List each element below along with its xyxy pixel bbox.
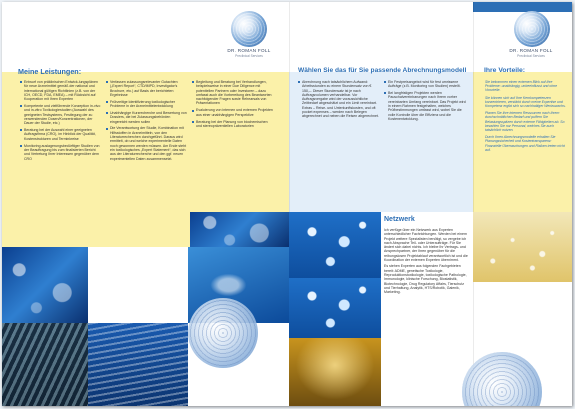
abrechnung-item: Abrechnung nach tatsächlichem Aufwand: Arbeitsstunden zu einem Stundensatz von € 150,–. Dieser Stundensatz ist je nach Auftragsvolumen verhandelbar. Vor Auftragsvergabe wird der voraussichtliche Zeitbedarf abgeschätzt und ein Limit vereinbart. Extras – Reise- und Unterkunftskosten, und oft pocket expenses – werden nach Belegen abgerechnet und neben die Reisen abgerechnet. [298,80,380,119]
logo-subtitle-right: Preclinical Services [517,54,545,58]
logo-name: DR. ROMAN FOLL [227,48,271,53]
photo-water-drops [289,212,381,278]
photo-sea-surface [88,323,188,406]
netzwerk-paragraph: Ich verfüge über ein Netzwerk aus Experten unterschiedlicher Fachrichtungen. Werden bei einem Projekt weitere Spezialisten benötigt, so vergebe ich nach Absprache Teil- oder Unteraufträge. Für Sie ändert sich dabei nichts. Ich bleibe Ihr Vertrags- und Ansprechpartner, der Ihren gegenüber für die reibungslosen Projektablauf verantwortlich ist und die Koordination der externen Experten übernimmt. [384,228,468,263]
leistungen-col-3 [192,80,274,131]
leistung-item: Evaluierung von internen und externen Projekten aus einer unabhängigen Perspektive [192,108,274,117]
vorteile-heading: Ihre Vorteile: [484,67,526,74]
abrechnung-item: Ein Festpreisangebot wird für fest umrissene Aufträge (z.B. Monitoring von Studien) erstellt. [384,80,466,89]
leistung-item: Monitoring auslagerungsbedürftiger Studien von der Beauftragung bis zum finalisierten Bericht und Vertretung Ihrer Interessen gegenüber dem CRO [20,144,102,161]
netzwerk-text [384,228,470,296]
leistung-item: Entwurf von präklinischen Entwick-lungsplänen für neue Arzneimittel gemäß der national und international gültigen Richtlinien (z.B. von der ICH, OECD, FDA, EMEA) – mit Rücksicht auf Kooperation mit Ihren Experten [20,80,102,101]
vorteile-text [485,80,567,155]
vorteil-paragraph: Planen Sie Ihre internen Ressourcen nach Ihrem durchschnittlichen Bedarf und puffern Sie Belastungsspitzen durch externe Fähigkeiten ab. So bezahlen Sie nur Personal, welches Sie auch tatsächlich nutzen. [485,111,565,133]
photo-water-strip [190,212,289,247]
photo-bubbles [473,212,572,282]
abrechnung-heading: Wählen Sie das für Sie passende Abrechnungsmodell [298,67,467,74]
leistung-item: Begleitung und Beratung bei Verhandlungen, beispielsweise in einer Due Diligence mit potentiellen Partnern oder Investoren – dazu umfasst auch die Vorbereitung des Beantworten nachfolgender Fragen sowie Rehearsals von Präsentationen [192,80,274,106]
globe-decoration-icon [188,298,258,368]
leistung-item: Unabhängige Kurzrecherche und Bewertung von Dossiers, die bei Zulassungsbehörden eingereicht werden sollen [106,111,188,124]
leistung-item: Kompetente und zielführende Konzeption in-vivo und in-vitro Toxikologiestudien (Auswahl des geeigneten Testsystems, Festlegung der zu verwendenden Dosen/Konzentrationen, der Dauer der Studie, etc.) [20,104,102,125]
vorteil-paragraph: Sie bekommen einen externen Blick auf Ihre Probleme: unabhängig, unbeeinflusst und ohne Vorurteile. [485,80,558,93]
leistungen-heading: Meine Leistungen: [18,67,82,76]
logo-globe-icon-right [514,11,550,47]
netzwerk-paragraph: Es stehen Experten aus folgenden Fachgebieten bereit: ADME, genetische Toxikologie, Reproduktionstoxikologie, toxikologische Pathologie, Immunologie, klinische Forschung, Biostatistik, Biotechnologie, Drug Regulatory Affairs, Tierschutz und Tierhaltung, Analytik, HTS/Robotik, Galenik, Marketing. [384,264,467,295]
vorteil-paragraph: Sie können sich auf Ihre Kernkompetenzen konzentrieren, verstärkt durch meine Expertise und Kompetenz ergibt sich so nachhaltiger Wertzuwachs. [485,95,566,109]
logo-globe-icon [231,11,267,47]
photo-water-drops-2 [289,278,381,338]
brochure-sheet [2,2,572,406]
leistung-item: Verfassen zulassungsrelevanter Gutachten („Expert Report“, CTD/IMPD, Investigator's Brochure, etc.) auf Basis der berichteten Ergebnisse [106,80,188,97]
right-panel-top-strip [473,2,572,12]
leistung-item: Beratung bei der Auswahl einer geeigneten Auftragsfirma (CRO), im Hinblick der Qualität, Kostenstrukturen und Terminkreise [20,128,102,141]
photo-dark-liquid [2,323,88,406]
logo-subtitle: Preclinical Services [235,54,263,58]
abrechnung-col-left [298,80,380,121]
abrechnung-col-right [384,80,466,124]
netzwerk-heading: Netzwerk [384,216,415,223]
logo-name-right: DR. ROMAN FOLL [509,48,553,53]
vorteil-paragraph: Durch Ihren Abrechnungsmodelle erhalten Sie Planungssicherheit und Kostentransparenz: Finanzielle Überraschungen und Risiken treten nicht auf. [485,135,565,152]
leistungen-col-1 [20,80,102,163]
globe-decoration-icon [462,352,542,406]
abrechnung-item: Bei langfristigen Projekten werden Pauschalvereinbarungen nach Ihrem vorher vereinbarten Umfang vereinbart. Das Projekt wird in einem Rahmen festgehalten, welches Prüfbestimmungen umfasst wird, wobei Sie die volle Kontrolle über die Effizienz und die Kostenentwicklung. [384,91,466,121]
leistung-item: Frühzeitige Identifizierung toxikologischer Probleme in der Arzneimittelentwicklung [106,100,188,109]
leistung-item: Beratung bei der Planung von biochemischen und stereopräventiellen Laboratorien [192,120,274,129]
photo-water [2,247,88,323]
fold-line-2 [473,2,474,406]
leistung-item: Die Verantwortung der Studie, Kombination mit Hilfsstoffen in Arzneimitteln, von den Literaturrecherchen durchgeführt. Daraus wird ermittelt, ob und welche experimentelle Daten noch gewonnen werden müssen. Am Ende steht ein toxikologisches „Expert Statement“, das sich aus der Literaturrecherche und den ggf. neuen experimentellen Daten zusammensetzt. [106,126,188,160]
leistungen-col-2 [106,80,188,163]
photo-gold [289,338,381,406]
